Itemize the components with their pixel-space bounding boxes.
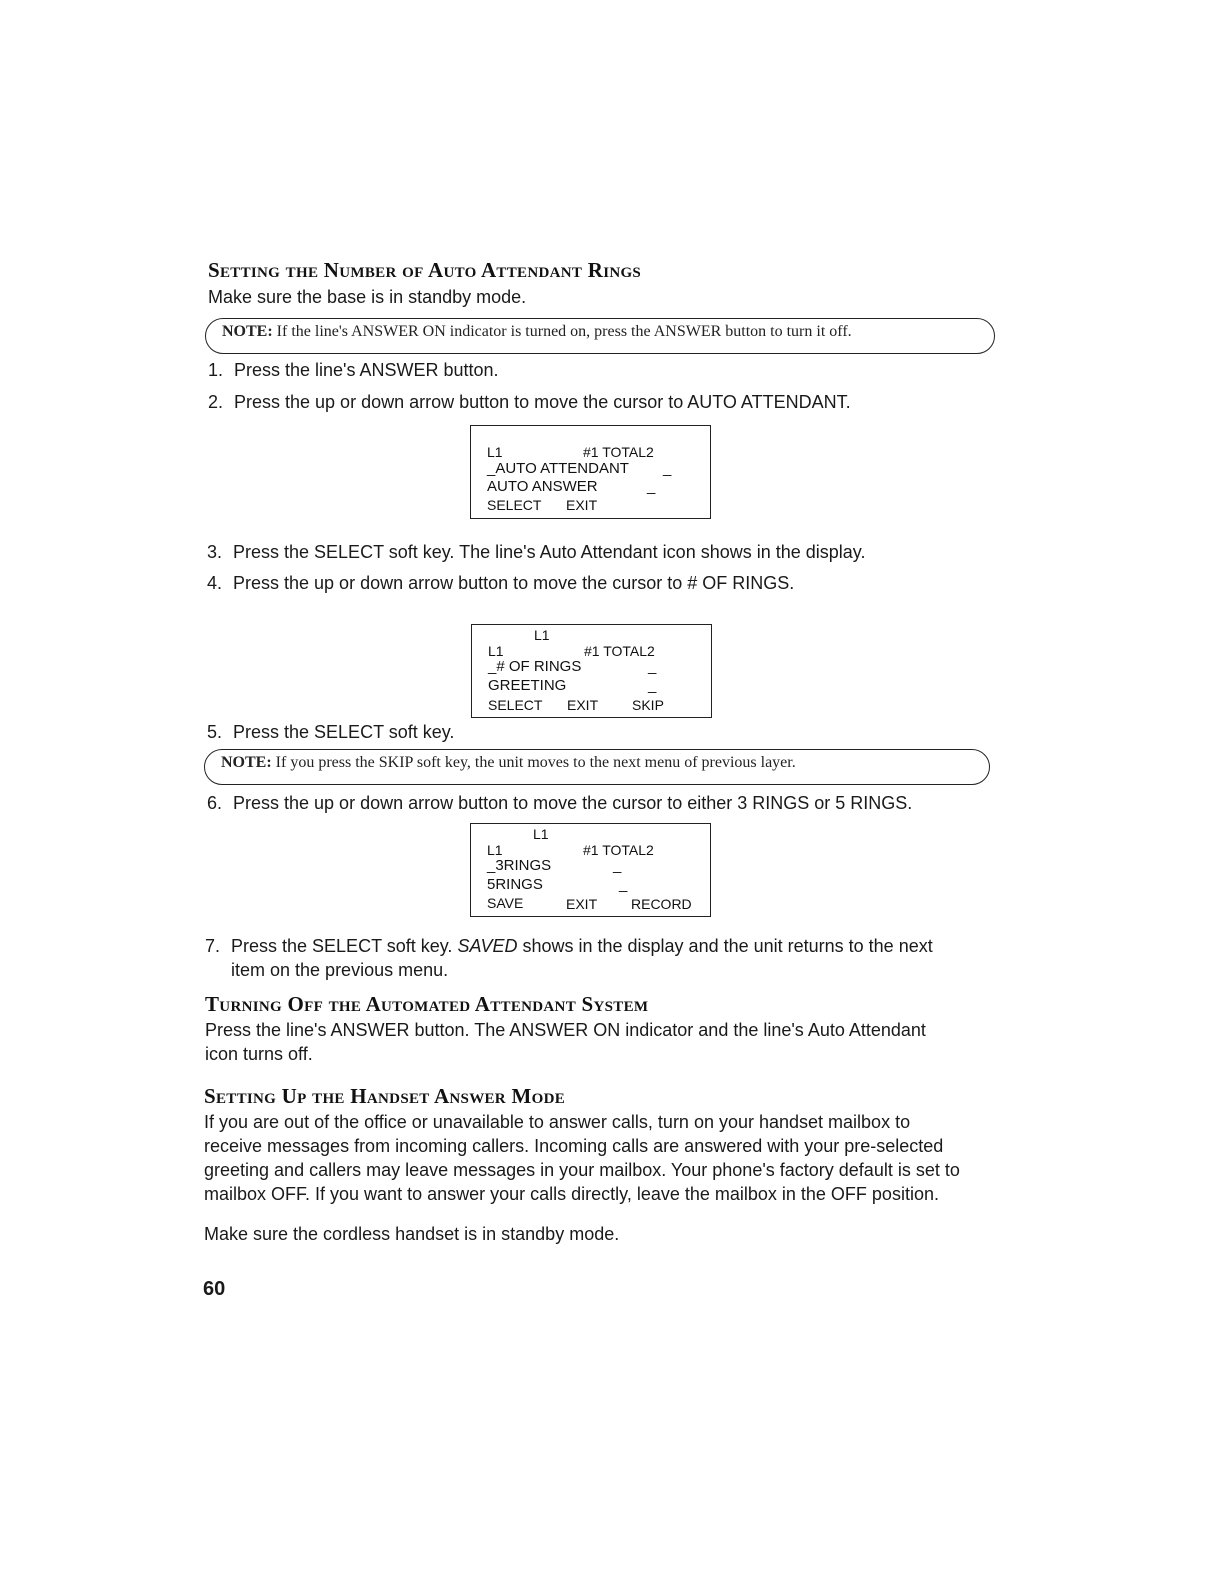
handset-text-line-1: If you are out of the office or unavailable to answer calls, turn on your handset mailbox to <box>204 1112 911 1132</box>
handset-text-line-3: greeting and callers may leave messages in your mailbox. Your phone's factory default is set to <box>204 1160 960 1180</box>
note-text: If you press the SKIP soft key, the unit moves to the next menu of previous layer. <box>275 754 796 771</box>
note-box <box>205 318 995 354</box>
intro-text: Make sure the base is in standby mode. <box>208 287 527 307</box>
note-text: If the line's ANSWER ON indicator is turned on, press the ANSWER button to turn it off. <box>276 323 852 340</box>
page-number: 60 <box>203 1278 226 1300</box>
lcd-display-auto-attendant: L1 #1 TOTAL2 _AUTO ATTENDANT _ AUTO ANSWER _ SELECT EXIT <box>470 425 711 519</box>
turning-off-text-line-1: Press the line's ANSWER button. The ANSWER ON indicator and the line's Auto Attendant <box>205 1020 926 1040</box>
section-title-auto-attendant-rings: Setting the Number of Auto Attendant Rings <box>208 258 642 282</box>
step-1: 1. Press the line's ANSWER button. <box>208 360 499 380</box>
step-6: 6. Press the up or down arrow button to move the cursor to either 3 RINGS or 5 RINGS. <box>207 793 913 813</box>
handset-standby-text: Make sure the cordless handset is in standby mode. <box>204 1224 620 1244</box>
section-title-handset-answer-mode: Setting Up the Handset Answer Mode <box>204 1084 566 1108</box>
section-title-turning-off: Turning Off the Automated Attendant System <box>205 992 649 1016</box>
step-4: 4. Press the up or down arrow button to move the cursor to # OF RINGS. <box>207 573 795 593</box>
handset-text-line-4: mailbox OFF. If you want to answer your calls directly, leave the mailbox in the OFF position. <box>204 1184 939 1204</box>
note-label: NOTE: <box>221 754 272 771</box>
step-2: 2. Press the up or down arrow button to move the cursor to AUTO ATTENDANT. <box>208 392 851 412</box>
lcd-display-ring-count: L1 L1 #1 TOTAL2 _3RINGS _ 5RINGS _ SAVE EXIT RECORD <box>470 823 711 917</box>
note-label: NOTE: <box>222 323 273 340</box>
step-7-continued: item on the previous menu. <box>231 960 449 980</box>
step-7: 7. Press the SELECT soft key. SAVED shows in the display and the unit returns to the next <box>205 936 933 956</box>
handset-text-line-2: receive messages from incoming callers. Incoming calls are answered with your pre-selected <box>204 1136 944 1156</box>
step-3: 3. Press the SELECT soft key. The line's Auto Attendant icon shows in the display. <box>207 542 866 562</box>
lcd-display-rings: L1 L1 #1 TOTAL2 _# OF RINGS _ GREETING _ SELECT EXIT SKIP <box>471 624 712 718</box>
step-5: 5. Press the SELECT soft key. <box>207 722 455 742</box>
turning-off-text-line-2: icon turns off. <box>205 1044 313 1064</box>
note-box-skip <box>204 749 990 785</box>
